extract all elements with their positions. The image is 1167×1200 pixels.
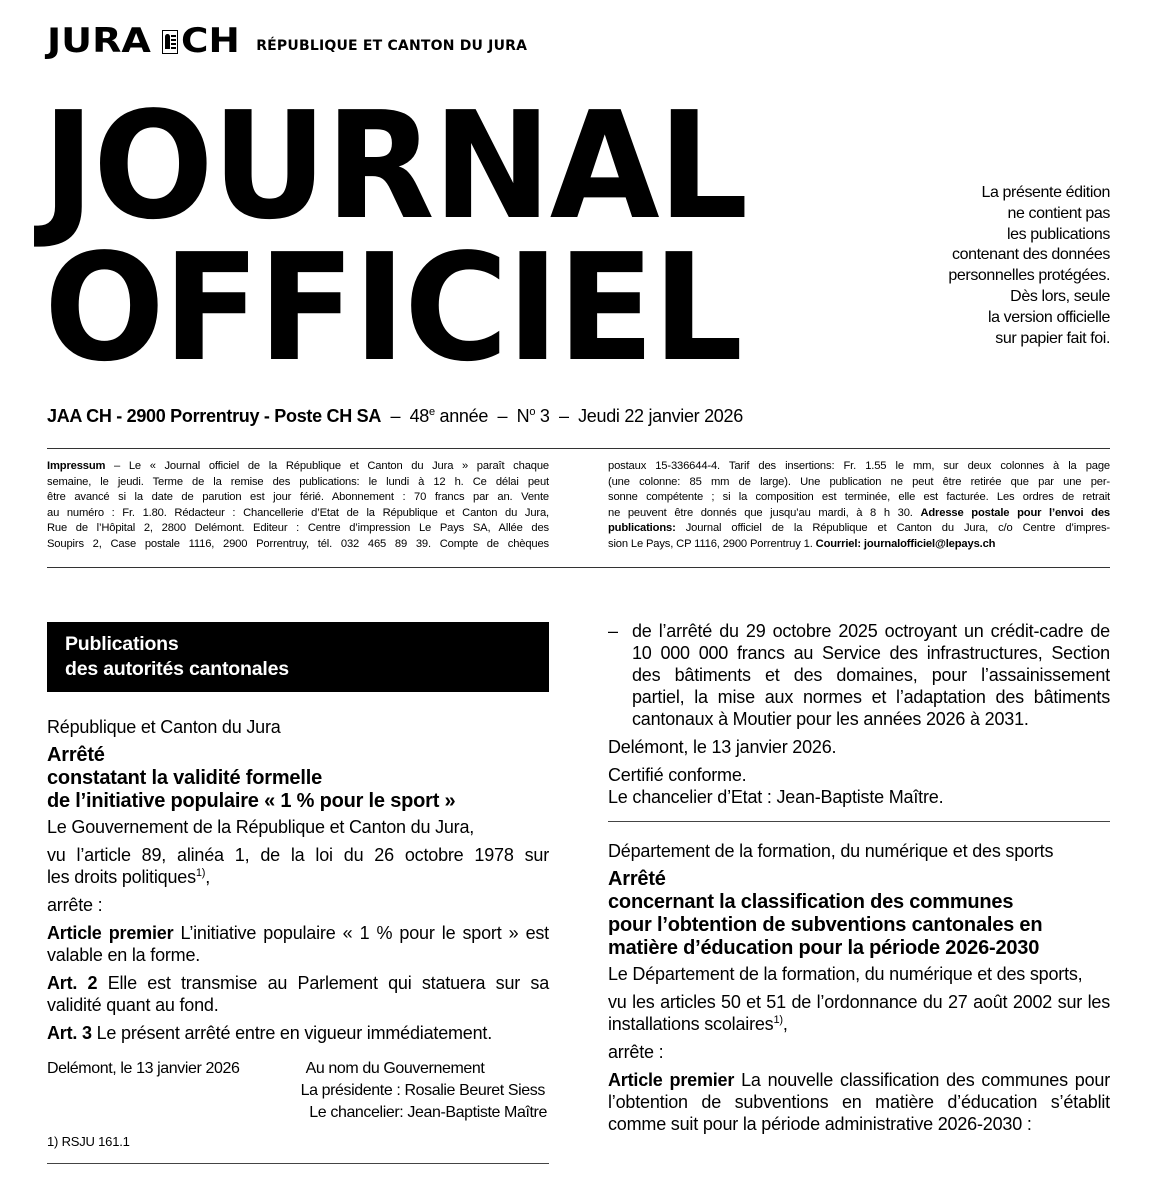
notice-line: Dès lors, seule bbox=[1010, 287, 1110, 305]
left-column bbox=[47, 622, 549, 1164]
divider bbox=[47, 567, 1110, 568]
divider bbox=[47, 1163, 549, 1164]
impressum-line: au numéro : Fr. 1.80. Rédacteur : Chancellerie d’Etat de la République et Canton du Jura, bbox=[47, 506, 549, 519]
dash-bullet: – bbox=[608, 621, 618, 641]
article-text: La nouvelle classification des communes pour l’obtention de subventions en matière d’éducation s’établit comme suit pour la période administrative 2026-2030 : bbox=[608, 1070, 1111, 1134]
article-text: L’initiative populaire « 1 % pour le sport » est valable en la forme. bbox=[47, 923, 549, 965]
logo-tagline: RÉPUBLIQUE ET CANTON DU JURA bbox=[256, 38, 528, 54]
footnote: 1) RSJU 161.1 bbox=[47, 1134, 130, 1149]
jura-flag-icon bbox=[162, 30, 178, 54]
impressum-line: Soupirs 2, Case postale 1116, 2900 Porrentruy, tél. 032 465 89 39. Compte de chèques bbox=[47, 537, 549, 550]
decree-vu bbox=[608, 991, 1110, 1035]
list-item-text: de l’arrêté du 29 octobre 2025 octroyant un crédit-cadre de 10 000 000 francs au Service des infrastructures, Section des bâtiments et des domaines, pour l’assainissement partiel, la mise aux normes et l’adaptation des bâtiments cantonaux à Moutier pour les années 2026 à 2031. bbox=[632, 621, 1110, 729]
logo-ch-text: CH bbox=[180, 21, 240, 61]
jura-ch-logo bbox=[47, 21, 528, 61]
right-column bbox=[608, 620, 1110, 1135]
decree-arrete: arrête : bbox=[608, 1042, 664, 1062]
masthead-info bbox=[47, 406, 743, 427]
banner-line: des autorités cantonales bbox=[65, 658, 289, 680]
impressum-left bbox=[47, 459, 549, 552]
signature-block bbox=[47, 1058, 549, 1124]
notice-line: La présente édition bbox=[981, 184, 1110, 201]
impressum-line: ne peuvent être donnés que jusqu’au mardi, à 8 h 30. bbox=[608, 506, 921, 519]
masthead-year-num: 48 bbox=[409, 406, 429, 426]
list-item bbox=[608, 620, 1110, 730]
section-banner bbox=[47, 622, 549, 692]
signature-line: Le chancelier: Jean-Baptiste Maître bbox=[309, 1104, 547, 1121]
impressum-line: – Le « Journal officiel de la République et Canton du Jura » paraît chaque bbox=[105, 460, 549, 472]
article-3 bbox=[47, 1022, 549, 1044]
heading-line: Arrêté bbox=[47, 744, 105, 766]
signature-line: Au nom du Gouvernement bbox=[305, 1060, 485, 1077]
notice-line: personnelles protégées. bbox=[948, 267, 1110, 285]
department-name: Département de la formation, du numérique et des sports bbox=[608, 841, 1054, 861]
masthead-sep: – bbox=[558, 406, 569, 426]
masthead-postal: JAA CH - 2900 Porrentruy - Poste CH SA bbox=[47, 406, 382, 426]
notice-line: la version officielle bbox=[987, 308, 1110, 326]
banner-line: Publications bbox=[65, 633, 179, 655]
article-1 bbox=[47, 922, 549, 966]
heading-line: pour l’obtention de subventions cantonales en bbox=[608, 914, 1043, 936]
masthead-sep: – bbox=[390, 406, 401, 426]
article-label: Art. 2 bbox=[47, 973, 98, 993]
article-text: Le présent arrêté entre en vigueur immédiatement. bbox=[91, 1023, 493, 1043]
decree-intro: Le Gouvernement de la République et Canton du Jura, bbox=[47, 817, 475, 837]
notice-line: ne contient pas bbox=[1007, 204, 1110, 222]
heading-line: matière d’éducation pour la période 2026-2030 bbox=[608, 937, 1040, 959]
masthead-issue-number: 3 bbox=[539, 406, 550, 426]
impressum-right bbox=[608, 459, 1110, 552]
footnote-ref[interactable]: 1) bbox=[195, 867, 206, 879]
postal-address-label: Adresse postale pour l’envoi des bbox=[920, 506, 1110, 519]
place-date: Delémont, le 13 janvier 2026. bbox=[608, 737, 837, 757]
impressum-line: Rue de l’Hôpital 2, 2800 Delémont. Editeur : Centre d’impression Le Pays SA, Allée des bbox=[47, 522, 549, 534]
decree-heading bbox=[47, 744, 549, 813]
impressum-line: Journal officiel de la République et Canton du Jura, c/o Centre d’impres- bbox=[675, 522, 1110, 534]
signature-place-date: Delémont, le 13 janvier 2026 bbox=[47, 1060, 240, 1077]
masthead-sep: – bbox=[497, 406, 508, 426]
decree-heading bbox=[608, 868, 1110, 960]
decree-arrete: arrête : bbox=[47, 895, 103, 915]
masthead-year-sup: e bbox=[428, 406, 435, 418]
vu-end: , bbox=[782, 1014, 788, 1034]
article-1 bbox=[608, 1069, 1110, 1135]
postal-address-label-cont: publications: bbox=[608, 522, 676, 534]
article-label: Art. 3 bbox=[47, 1023, 92, 1043]
notice-line: contenant des données bbox=[952, 246, 1110, 264]
decree-vu-line: vu l’article 89, alinéa 1, de la loi du 26 octobre 1978 sur bbox=[47, 845, 549, 865]
authority-name: République et Canton du Jura bbox=[47, 717, 281, 737]
masthead-year-word: année bbox=[439, 406, 489, 426]
divider bbox=[47, 448, 1110, 449]
email-link[interactable]: Courriel: journalofficiel@lepays.ch bbox=[815, 537, 996, 550]
heading-line: Arrêté bbox=[608, 868, 666, 890]
impressum-label: Impressum bbox=[47, 460, 106, 472]
logo-jura-text: JURA bbox=[47, 21, 151, 61]
impressum-line: (une colonne: 85 mm de large). Une publication ne peut être retirée que par une per- bbox=[608, 475, 1110, 488]
footnote-ref[interactable]: 1) bbox=[773, 1014, 783, 1026]
impressum-line: sion Le Pays, CP 1116, 2900 Porrentruy 1. bbox=[608, 537, 816, 550]
chancellor: Le chancelier d’Etat : Jean-Baptiste Maître. bbox=[608, 787, 944, 807]
journal-title-line2: OFFICIEL bbox=[44, 222, 742, 394]
notice-line: les publications bbox=[1007, 225, 1110, 243]
notice-line: sur papier fait foi. bbox=[995, 329, 1110, 347]
article-2 bbox=[47, 972, 549, 1016]
masthead-issue-sup: o bbox=[529, 406, 536, 418]
heading-line: concernant la classification des communes bbox=[608, 891, 1014, 913]
article-label: Article premier bbox=[608, 1070, 735, 1090]
journal-title-line1: JOURNAL bbox=[42, 80, 747, 252]
heading-line: constatant la validité formelle bbox=[47, 767, 322, 789]
impressum-line: semaine, le jeudi. Terme de la remise des publications: le lundi à 12 h. Ce délai peut bbox=[47, 475, 549, 488]
divider bbox=[608, 821, 1110, 822]
impressum-line: postaux 15-336644-4. Tarif des insertions: Fr. 1.55 le mm, sur deux colonnes à la page bbox=[608, 460, 1110, 472]
signature-line: La présidente : Rosalie Beuret Siess bbox=[300, 1082, 545, 1099]
masthead-date: Jeudi 22 janvier 2026 bbox=[578, 406, 743, 426]
certified: Certifié conforme. bbox=[608, 765, 747, 785]
heading-line: de l’initiative populaire « 1 % pour le sport » bbox=[47, 790, 456, 812]
vu-end: , bbox=[205, 867, 211, 887]
impressum-line: être avancé si la date de parution est jour férié. Abonnement : 70 francs par an. Vente bbox=[47, 491, 549, 503]
decree-intro: Le Département de la formation, du numérique et des sports, bbox=[608, 964, 1083, 984]
vu-text: vu les articles 50 et 51 de l’ordonnance du 27 août 2002 sur les installations scolaires bbox=[608, 992, 1110, 1034]
decree-vu bbox=[47, 866, 549, 888]
vu-text: les droits politiques bbox=[47, 867, 196, 887]
masthead-issue-prefix: N bbox=[516, 406, 530, 426]
article-text: Elle est transmise au Parlement qui statuera sur sa validité quant au fond. bbox=[47, 973, 550, 1015]
article-label: Article premier bbox=[47, 923, 174, 943]
edition-notice bbox=[890, 183, 1110, 349]
impressum-line: sonne compétente ; si la composition est terminée, elle est facturée. Les ordres de retrait bbox=[608, 491, 1110, 503]
